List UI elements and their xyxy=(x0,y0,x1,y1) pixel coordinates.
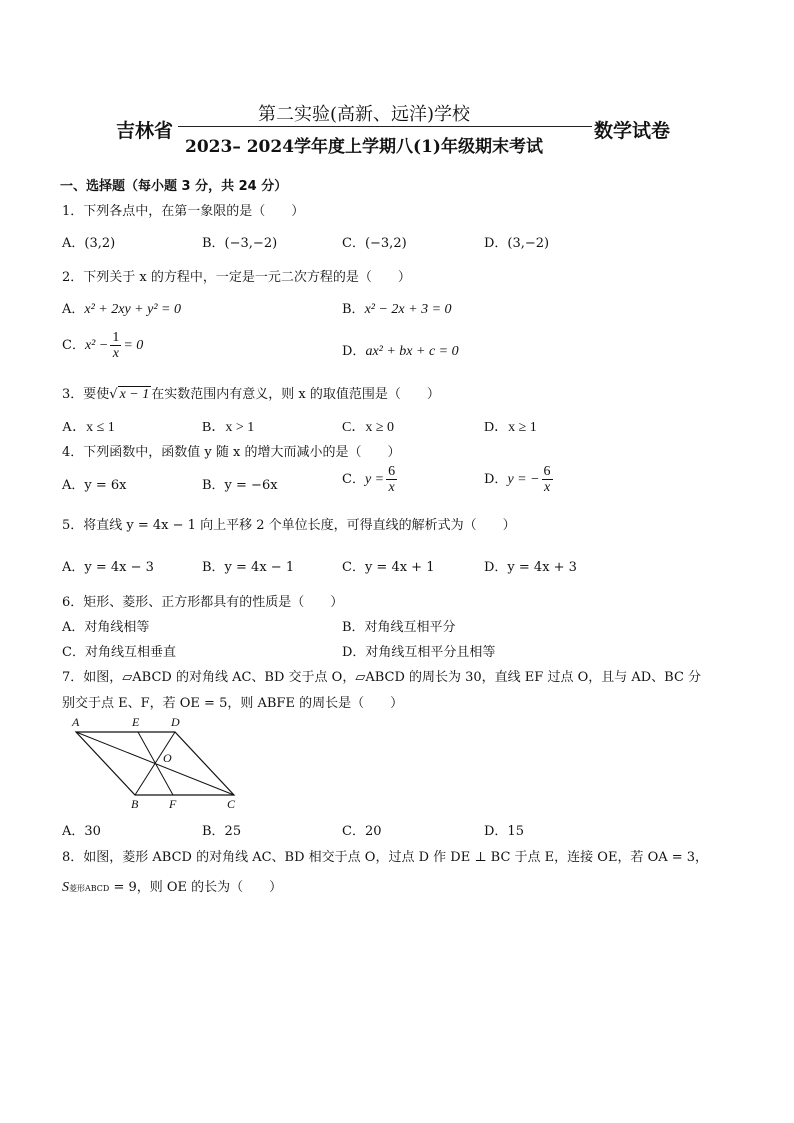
q2-a-label: A． xyxy=(62,302,85,317)
q3-stem-pre: 3．要使 xyxy=(62,387,110,402)
q7-option-b: B．25 xyxy=(202,824,242,839)
q4-d-label: D． xyxy=(484,472,508,487)
header-subject: 数学试卷 xyxy=(594,120,671,142)
q8-area-symbol: S xyxy=(62,880,69,895)
q5-stem: 5．将直线 y = 4x − 1 向上平移 2 个单位长度，可得直线的解析式为（ ） xyxy=(62,518,516,533)
q7-option-c: C．20 xyxy=(342,824,382,839)
q3-radical-sign: √ xyxy=(109,387,118,402)
q6-option-c: C．对角线互相垂直 xyxy=(62,645,176,660)
q7-option-a: A．30 xyxy=(62,824,101,839)
q1-option-a: A．(3,2) xyxy=(62,236,116,251)
q7-stem-line2: 别交于点 E、F，若 OE = 5，则 ABFE 的周长是（ ） xyxy=(62,696,404,711)
label-b: B xyxy=(131,797,139,811)
header-divider xyxy=(178,126,592,127)
q1-option-d: D．(3,−2) xyxy=(484,236,550,251)
q6-option-b: B．对角线互相平分 xyxy=(342,620,456,635)
q4-d-pre: y = − xyxy=(507,472,540,487)
q4-option-c xyxy=(342,464,399,495)
q4-stem: 4．下列函数中，函数值 y 随 x 的增大而减小的是（ ） xyxy=(62,445,401,460)
q2-c-num: 1 xyxy=(112,330,120,345)
q2-b-label: B． xyxy=(342,302,365,317)
label-d: D xyxy=(171,715,180,729)
q1-stem: 1．下列各点中，在第一象限的是（ ） xyxy=(62,204,305,219)
q2-option-c xyxy=(62,330,143,361)
q4-option-a: A．y = 6x xyxy=(62,478,127,493)
q4-c-num: 6 xyxy=(388,464,396,479)
q3-option-b: B．x > 1 xyxy=(202,420,255,435)
q1-option-c: C．(−3,2) xyxy=(342,236,407,251)
header-school: 第二实验(高新、远洋)学校 xyxy=(258,104,471,125)
q4-c-den: x xyxy=(388,480,395,495)
q3-option-d: D．x ≥ 1 xyxy=(484,420,537,435)
label-f: F xyxy=(169,797,177,811)
q4-c-fraction xyxy=(386,464,397,495)
q8-area-subscript: 菱形ABCD xyxy=(69,884,110,893)
q1-option-b: B．(−3,−2) xyxy=(202,236,278,251)
q2-c-post: = 0 xyxy=(123,338,144,353)
q2-d-expr: ax² + bx + c = 0 xyxy=(365,344,459,359)
q5-option-b: B．y = 4x − 1 xyxy=(202,560,295,575)
q3-option-a: A．x ≤ 1 xyxy=(62,420,115,435)
label-e: E xyxy=(132,715,140,729)
q8-stem-line1: 8．如图，菱形 ABCD 的对角线 AC、BD 相交于点 O，过点 D 作 DE ⊥ BC 于点 E，连接 OE，若 OA = 3， xyxy=(62,850,709,865)
q7-option-d: D．15 xyxy=(484,824,524,839)
q4-d-den: x xyxy=(543,480,551,495)
q7-stem-line1: 7．如图，▱ABCD 的对角线 AC、BD 交于点 O，▱ABCD 的周长为 30，直线 EF 过点 O，且与 AD、BC 分 xyxy=(62,670,702,685)
q5-option-c: C．y = 4x + 1 xyxy=(342,560,435,575)
q7-parallelogram-figure xyxy=(60,712,250,812)
q5-option-d: D．y = 4x + 3 xyxy=(484,560,577,575)
q2-option-b xyxy=(342,298,452,318)
q3-stem-post: 在实数范围内有意义，则 x 的取值范围是（ ） xyxy=(151,387,440,402)
header-province: 吉林省 xyxy=(116,120,174,142)
q6-option-d: D．对角线互相平分且相等 xyxy=(342,645,496,660)
q2-b-expr: x² − 2x + 3 = 0 xyxy=(364,302,452,317)
label-o: O xyxy=(163,751,172,765)
q3-stem xyxy=(62,383,440,403)
q8-stem-rest: = 9，则 OE 的长为（ ） xyxy=(109,880,283,895)
q6-option-a: A．对角线相等 xyxy=(62,620,150,635)
q2-c-den: x xyxy=(112,346,119,361)
header-exam: 2023– 2024学年度上学期八(1)年级期末考试 xyxy=(185,137,543,157)
q3-option-c: C．x ≥ 0 xyxy=(342,420,395,435)
q2-stem: 2．下列关于 x 的方程中，一定是一元二次方程的是（ ） xyxy=(62,270,411,285)
q2-a-expr: x² + 2xy + y² = 0 xyxy=(84,302,181,317)
q4-option-d xyxy=(484,464,555,495)
q2-c-pre: x² − xyxy=(84,338,109,353)
q4-c-label: C． xyxy=(342,472,365,487)
q2-c-label: C． xyxy=(62,338,85,353)
q4-option-b: B．y = −6x xyxy=(202,478,278,493)
q4-d-fraction xyxy=(542,464,553,495)
section-title: 一、选择题（每小题 3 分，共 24 分） xyxy=(60,179,288,194)
q2-option-d xyxy=(342,340,459,360)
q3-radicand: x − 1 xyxy=(119,387,150,402)
q5-option-a: A．y = 4x − 3 xyxy=(62,560,154,575)
q4-d-num: 6 xyxy=(543,464,551,479)
label-c: C xyxy=(227,797,236,811)
q4-c-pre: y = xyxy=(364,472,385,487)
label-a: A xyxy=(72,715,80,729)
q2-option-a xyxy=(62,298,181,318)
q2-c-fraction xyxy=(110,330,121,361)
q6-stem: 6．矩形、菱形、正方形都具有的性质是（ ） xyxy=(62,595,344,610)
q8-stem-line2 xyxy=(62,876,282,896)
q2-d-label: D． xyxy=(342,344,366,359)
